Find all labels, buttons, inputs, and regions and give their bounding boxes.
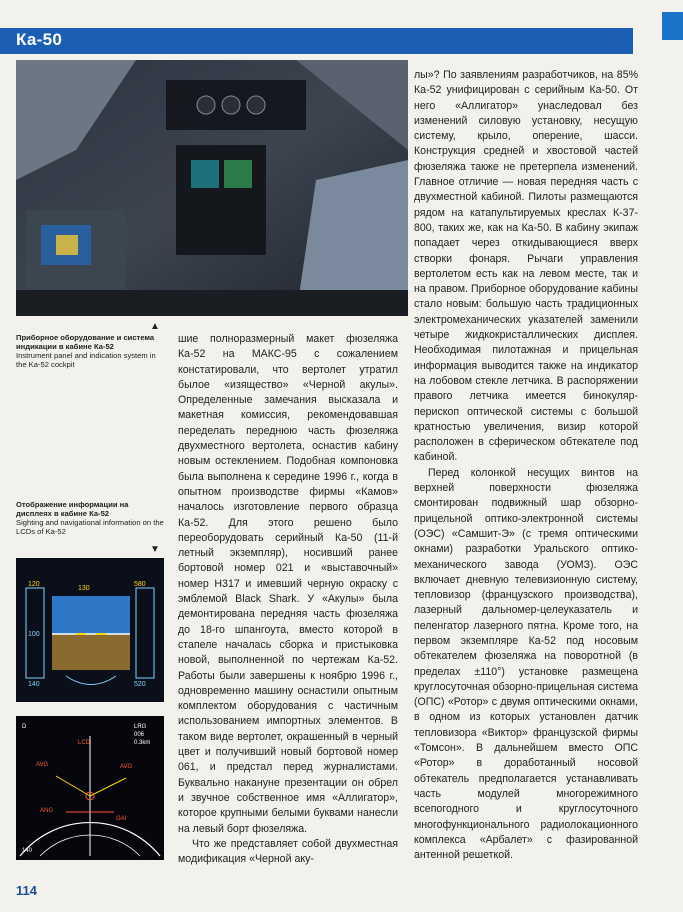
nav-label-d: GAI	[116, 816, 127, 822]
header-bar	[0, 28, 633, 54]
pfd-label-6: 520	[134, 681, 146, 688]
page-number: 114	[16, 883, 37, 898]
cockpit-caption	[16, 333, 168, 369]
right-column	[414, 68, 638, 863]
lcd-caption-arrow: ▼	[150, 544, 160, 555]
nav-label-j: 140	[22, 848, 33, 854]
nav-label-f: LRG	[134, 724, 147, 730]
middle-paragraph-1: шие полноразмерный макет фюзеляжа Ка-52 на МАКС-95 с сожалением констатировали, что вертолет утратил былое «изящество» «Черной акулы». Определенные замечания высказала и макетная комиссия, рекомендовавшая переделать переднюю часть фюзеляжа двухместного вертолета, оснастив кабину новым остеклением. Подобная компоновка была выполнена к середине 1996 г., когда в опытном производстве фирмы «Камов» началось изготовление первого образца Ка-52. Для этого решено было переоборудовать серийный Ка-50 (11-й летный экземпляр), носивший ранее бортовой номер 021 и «выставочный» номер Н317 и имевший черную окраску с эмблемой Black Shark. У «Акулы» была демонтирована передняя часть фюзеляжа до 18-го шпангоута, вместо которой в стапеле началась сборка и пристыковка новой, выполненной по чертежам Ка-52. Работы были завершены к ноябрю 1996 г., одновременно машину оснастили опытным комплектом оборудования с частичным использованием импортных элементов. В таком виде вертолет, окрашенный в черный цвет и получивший новый бортовой номер 061, и предстал перед журналистами. Буквально накануне презентации он обрел и звучное собственное имя «Аллигатор», которое крупными белыми буквами нанесли на левый борт фюзеляжа.	[178, 333, 398, 835]
nav-label-b: LCD	[78, 740, 91, 746]
nav-label-h: 0.3km	[134, 740, 151, 746]
lcd-caption	[16, 500, 166, 536]
pfd-label-4: 580	[134, 581, 146, 588]
middle-paragraph-2: Что же представляет собой двухместная модификация «Черной аку-	[178, 837, 398, 866]
cockpit-caption-ru: Приборное оборудование и система индикации в кабине Ка-52	[16, 333, 155, 351]
pfd-label-2: 140	[28, 681, 40, 688]
cockpit-photo	[16, 60, 408, 316]
nav-label-e: ANG	[40, 808, 54, 814]
middle-column	[178, 332, 398, 867]
right-paragraph-2: Перед колонкой несущих винтов на верхней поверхности фюзеляжа смонтирован подвижный шар обзорно-прицельной оптико-электронной системы (ОЭС) «Самшит-Э» (с тремя оптическими окнами) разработки Уральского оптико-механического завода (УОМЗ). ОЭС включает дневную телевизионную систему, тепловизор (французского производства), лазерный дальномер-целеуказатель и пеленгатор лазерного пятна. Кроме того, на первом экземпляре Ка-52 под носовым обтекателем фюзеляжа на поворотной (в пределах ±110°) установке размещена круглосуточная обзорно-прицельная система (ОПС) «Ротор» с двумя оптическими окнами, в одном из которых установлен датчик тепловизора «Виктор» французской фирмы «Томсон». В дальнейшем вместо ОПС «Ротор» в доработанный носовой обтекатель предполагается устанавливать часть модулей многорежимного всепогодного и круглосуточного многофункционального радиолокационного комплекса «Арбалет» с фазированной антенной решеткой.	[414, 466, 638, 862]
chapter-tab	[662, 12, 683, 40]
pfd-display	[16, 558, 164, 702]
nav-label-c: AVG	[120, 764, 133, 770]
cockpit-caption-en: Instrument panel and indication system in the Ka-52 cockpit	[16, 351, 156, 369]
nav-label-i: D	[22, 724, 27, 730]
right-paragraph-1: лы»? По заявлениям разработчиков, на 85% Ка-52 унифицирован с серийным Ка-50. От него «Аллигатор» унаследовал без изменений силовую установку, несущую систему, крыло, оперение, шасси. Конструкция средней и хвостовой частей фюзеляжа также не претерпела изменений. Главное отличие — новая передняя часть с двухместной кабиной. Пилоты размещаются рядом на катапультируемых креслах К-37-800, таких же, как на Ка-50. В кабину экипаж попадает через откидывающиеся вверх створки фонаря. Рычаги управления вертолетом есть как на левом месте, так и на правом. Приборное оборудование кабины стало новым: большую часть традиционных электромеханических указателей заменили четыре жидкокристаллических дисплея. Необходимая пилотажная и прицельная информация выводится также на индикатор на лобовом стекле летчика. В распоряжении правого летчика имеется бинокуляр-перископ оптической системы с большой кратностью увеличения, визир которой расположен в сферическом обтекателе под кабиной.	[414, 69, 638, 464]
pfd-label-3: 100	[28, 631, 40, 638]
pfd-label-5: 130	[78, 585, 90, 592]
nav-display	[16, 716, 164, 860]
cockpit-caption-arrow: ▲	[150, 321, 160, 332]
lcd-caption-ru: Отображение информации на дисплеях в кабине Ка-52	[16, 500, 129, 518]
pfd-label-1: 120	[28, 581, 40, 588]
lcd-caption-en: Sighting and navigational information on the LCDs of Ka-52	[16, 518, 164, 536]
nav-label-g: 006	[134, 732, 145, 738]
header-title: Ка-50	[16, 30, 63, 49]
nav-label-a: AVG	[36, 762, 49, 768]
